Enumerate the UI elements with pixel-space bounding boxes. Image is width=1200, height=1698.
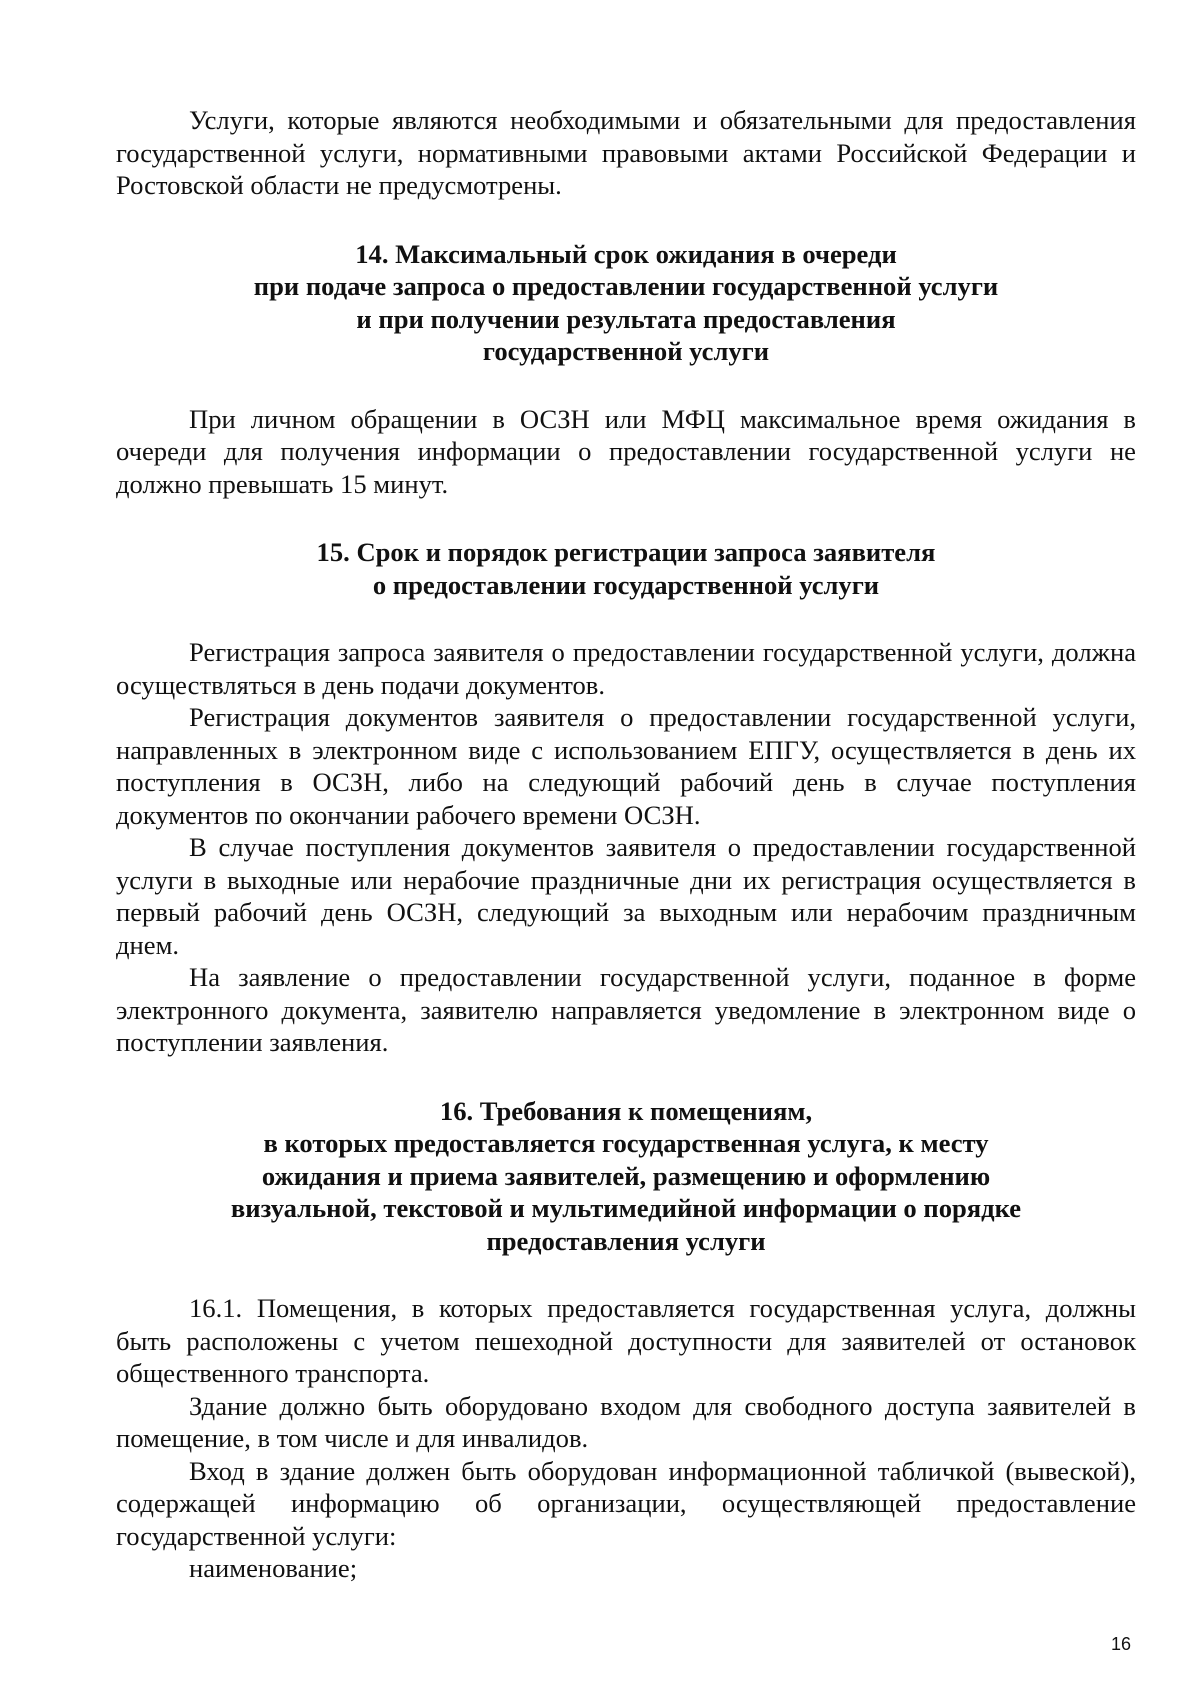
section-16-paragraph: Вход в здание должен быть оборудован информационной табличкой (вывеской), содержащей информацию об организации, осуществляющей предоставление государственной услуги: — [116, 1455, 1136, 1551]
section-16-heading — [116, 1095, 1136, 1258]
intro-paragraph: Услуги, которые являются необходимыми и обязательными для предоставления государственной услуги, нормативными правовыми актами Российской Федерации и Ростовской области не предусмотрены. — [116, 105, 1136, 200]
section-16-paragraph: 16.1. Помещения, в которых предоставляется государственная услуга, должны быть расположены с учетом пешеходной доступности для заявителей от остановок общественного транспорта. — [116, 1293, 1136, 1388]
heading-line: 15. Срок и порядок регистрации запроса заявителя — [316, 537, 936, 567]
section-15-paragraph: Регистрация документов заявителя о предоставлении государственной услуги, направленных в электронном виде с использованием ЕПГУ, осуществляется в день их поступления в ОСЗН, либо на следующий рабочий день в случае поступления документов по окончании рабочего времени ОСЗН. — [116, 702, 1136, 830]
section-14-paragraph: При личном обращении в ОСЗН или МФЦ максимальное время ожидания в очереди для получения информации о предоставлении государственной услуги не должно превышать 15 минут. — [116, 403, 1136, 499]
page-number: 16 — [1110, 1634, 1131, 1654]
heading-line: ожидания и приема заявителей, размещению и оформлению — [261, 1160, 991, 1191]
heading-line: и при получении результата предоставления — [356, 303, 896, 334]
section-14-heading — [116, 238, 1136, 368]
heading-line: о предоставлении государственной услуги — [372, 569, 880, 600]
heading-line: 16. Требования к помещениям, — [439, 1095, 813, 1126]
document-page — [116, 104, 1136, 1585]
section-15-heading — [116, 536, 1136, 601]
heading-line: при подаче запроса о предоставлении государственной услуги — [253, 271, 999, 301]
heading-line: 14. Максимальный срок ожидания в очереди — [355, 238, 897, 269]
heading-line: визуальной, текстовой и мультимедийной информации о порядке — [230, 1193, 1022, 1223]
heading-line: предоставления услуги — [486, 1225, 766, 1256]
section-16-paragraph: Здание должно быть оборудовано входом для свободного доступа заявителей в помещение, в том числе и для инвалидов. — [116, 1390, 1136, 1453]
section-16-paragraph: наименование; — [189, 1553, 358, 1583]
section-15-paragraph: Регистрация запроса заявителя о предоставлении государственной услуги, должна осуществляться в день подачи документов. — [116, 637, 1136, 700]
section-15-paragraph: На заявление о предоставлении государственной услуги, поданное в форме электронного документа, заявителю направляется уведомление в электронном виде о поступлении заявления. — [116, 962, 1136, 1057]
heading-line: государственной услуги — [482, 336, 770, 366]
section-15-paragraph: В случае поступления документов заявителя о предоставлении государственной услуги в выходные или нерабочие праздничные дни их регистрация осуществляется в первый рабочий день ОСЗН, следующий за выходным или нерабочим праздничным днем. — [116, 832, 1136, 960]
heading-line: в которых предоставляется государственная услуга, к месту — [263, 1128, 989, 1158]
